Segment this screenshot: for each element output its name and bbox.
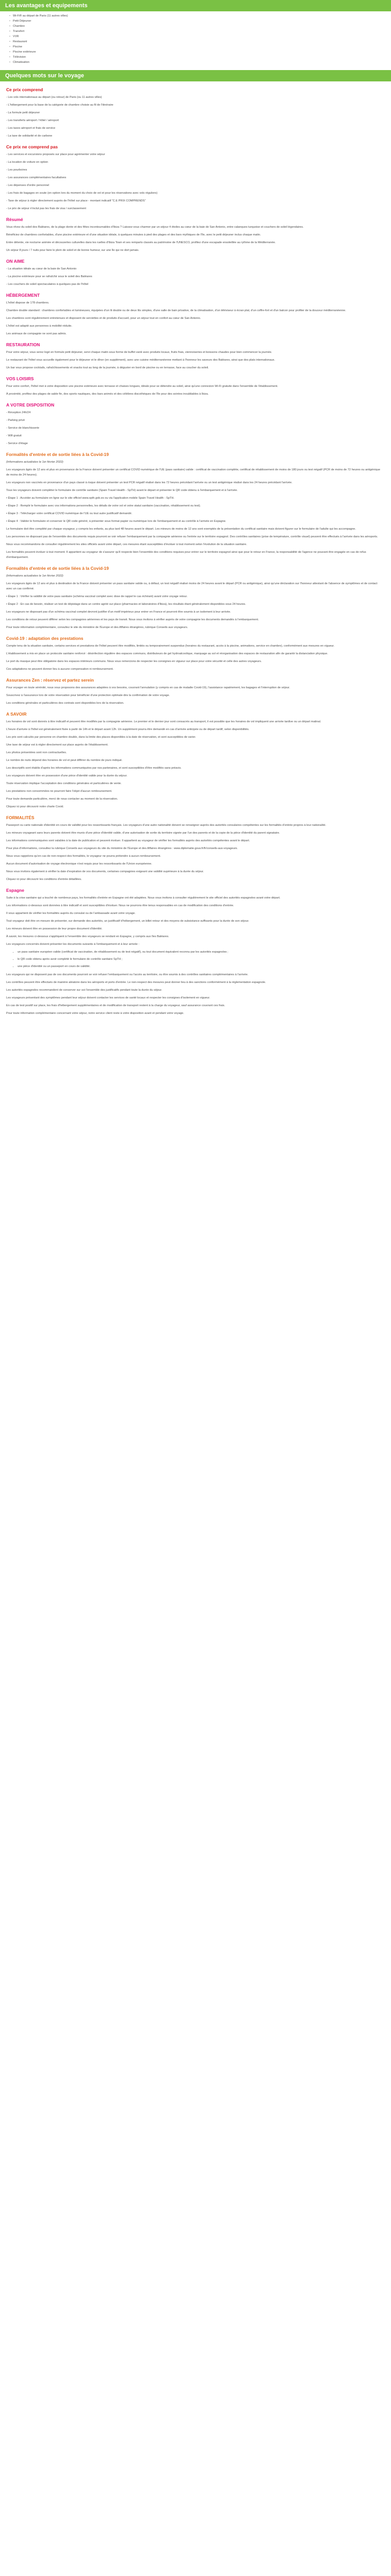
covid-entry-date: (Informations actualisées le 1er février 2022) [6,461,63,464]
service-item: - Service d'étage [6,442,28,445]
closing-paragraph: Les contrôles peuvent être effectués de manière aléatoire dans les aéroports et ports d'entrée. Le non-respect des mesures peut donner lieu à des sanctions conformément à la réglementation espagnole. [6,981,266,984]
spain-heading: Espagne [6,888,24,893]
good-to-know-paragraph: Les horaires de vol sont donnés à titre indicatif et peuvent être modifiés par la compagnie aérienne. Le premier et le dernier jour sont consacrés au transport, il est possible que les horaires de vol impliquent une arrivée tardive ou un départ matinal. [6,720,321,723]
amenities-list [9,13,384,65]
good-to-know-paragraph: Les descriptifs sont établis d'après les informations communiquées par nos partenaires, et sont susceptibles d'être modifiés sans préavis. [6,767,182,770]
service-item: - Service de blanchisserie [6,427,40,430]
covid-exit-paragraph: Les voyageurs âgés de 12 ans et plus à destination de la France doivent présenter un pass sanitaire valide ou, à défaut, un test négatif réalisé moins de 24 heures avant le départ (PCR ou antigénique), ainsi qu'une déclaration sur l'honneur attestant de l'absence de symptômes et de contact avec un cas confirmé. [6,582,378,590]
accommodation-heading: HÉBERGEMENT [6,293,40,298]
covid-exit-paragraph: • Étape 2 : En cas de besoin, réaliser un test de dépistage dans un centre agréé sur place (pharmacies et laboratoires d'Ibiza), les résultats étant généralement disponibles sous 24 heures. [6,603,246,606]
section-banner-trip: Quelques mots sur le voyage [0,70,391,81]
trip-content [0,87,391,1023]
summary-paragraph: Entre détente, vie nocturne animée et découvertes culturelles dans les ruelles d'Ibiza Town et ses remparts classés au patrimoine de l'UNESCO, profitez d'une escapade ensoleillée au rythme de la Méditerranée. [6,241,276,244]
covid-exit-paragraph: Pour toute information complémentaire, consultez le site du ministère de l'Europe et des Affaires étrangères, rubrique Conseils aux voyageurs. [6,626,188,629]
covid-adaptation-paragraph: Ces adaptations ne peuvent donner lieu à aucune compensation ni remboursement. [6,668,114,671]
price-excludes-line: - La location de voiture en option [6,161,48,164]
amenity-item: • VVR [9,34,384,39]
leisure-heading: VOS LOISIRS [6,376,34,381]
spain-paragraph: Tout voyageur doit être en mesure de présenter, sur demande des autorités, un justificatif d'hébergement, un billet retour et des moyens de subsistance suffisants pour la durée de son séjour. [6,920,249,923]
good-to-know-heading: A SAVOIR [6,711,27,717]
covid-exit-paragraph: Les voyageurs ne disposant pas d'un schéma vaccinal complet devront justifier d'un motif impérieux pour entrer en France et pourront être soumis à un isolement à leur arrivée. [6,611,231,614]
accommodation-paragraph: L'hôtel est adapté aux personnes à mobilité réduite. [6,325,72,328]
summary-paragraph: Bénéficiez de chambres confortables, d'une piscine extérieure et d'une situation idéale, à quelques minutes à pied des plages et des bars mythiques de l'île, avec le petit déjeuner inclus chaque matin. [6,233,261,236]
spain-paragraph: Les voyageurs concernés doivent présenter les documents suivants à l'embarquement et à leur arrivée : [6,943,139,946]
dining-paragraph: Un bar vous propose cocktails, rafraîchissements et snacks tout au long de la journée, à déguster en bord de piscine ou en terrasse, face au coucher du soleil. [6,366,209,369]
spain-document-item: • le QR code obtenu après avoir complété le formulaire de contrôle sanitaire SpTH ; [18,957,384,962]
closing-paragraph: Les autorités espagnoles recommandent de conserver sur soi l'ensemble des justificatifs pendant toute la durée du séjour. [6,989,162,992]
amenity-item: • Transfert [9,29,384,34]
accommodation-paragraph: Chambre double standard : chambres confortables et lumineuses, équipées d'un lit double ou de deux lits simples, d'une salle de bain privative, de la climatisation, d'un téléviseur à écran plat, d'un coffre-fort et d'un balcon pour profiter de la douceur méditerranéenne. [6,309,346,312]
covid-adaptation-heading: Covid-19 : adaptation des prestations [6,636,84,641]
formalities-paragraph: Aucun document d'autorisation de voyage électronique n'est requis pour les ressortissants de l'Union européenne. [6,862,152,866]
we-like-line: - La piscine extérieure pour se rafraîchir sous le soleil des Baléares [6,275,92,278]
formalities-heading: FORMALITÉS [6,815,35,820]
amenity-item: • Télévision [9,55,384,60]
page [0,0,391,1023]
closing-paragraph: Les voyageurs qui ne disposent pas de ces documents pourront se voir refuser l'embarquement ou l'accès au territoire, ou être soumis à des contrôles sanitaires complémentaires à l'arrivée. [6,973,249,976]
covid-entry-paragraph: • Étape 2 : Remplir le formulaire avec vos informations personnelles, les détails de votre vol et votre statut sanitaire (vaccination, rétablissement ou test). [6,504,201,507]
leisure-paragraph: Pour votre confort, l'hôtel met à votre disposition une piscine extérieure avec terrasse et chaises longues, idéale pour se détendre au soleil, ainsi qu'une connexion Wi-Fi gratuite dans l'ensemble de l'établissement. [6,385,278,388]
formalities-paragraph: Passeport ou carte nationale d'identité en cours de validité pour les ressortissants français. Les voyageurs d'une autre nationalité doivent se renseigner auprès des autorités consulaires compétentes sur les formalités d'entrée propres à leur nationalité. [6,824,327,827]
covid-adaptation-paragraph: Le port du masque peut être obligatoire dans les espaces intérieurs communs. Nous vous remercions de respecter les consignes en vigueur sur place pour votre sécurité et celle des autres voyageurs. [6,660,262,663]
section-banner-advantages: Les avantages et equipements [0,0,391,11]
covid-exit-paragraph: • Étape 1 : Vérifier la validité de votre pass sanitaire (schéma vaccinal complet avec dose de rappel le cas échéant) avant votre voyage retour. [6,595,188,598]
covid-exit-paragraph: Les conditions de retour peuvent différer selon les compagnies aériennes et les pays de transit. Nous vous invitons à vérifier auprès de votre compagnie les documents demandés à l'embarquement. [6,618,259,621]
spain-document-item: • un pass sanitaire européen valide (certificat de vaccination, de rétablissement ou de test négatif), ou tout document équivalent reconnu par les autorités espagnoles ; [18,950,384,955]
price-excludes-line: - Les dépenses d'ordre personnel [6,184,50,187]
price-includes-heading: Ce prix comprend [6,87,43,92]
covid-entry-paragraph: Les personnes ne disposant pas de l'ensemble des documents requis pourront se voir refuser l'embarquement par la compagnie aérienne ou l'entrée sur le territoire espagnol. Des contrôles sanitaires (prise de température, contrôle visuel) peuvent être effectués à l'arrivée dans les aéroports. [6,535,378,538]
amenity-item: • Chambre [9,24,384,29]
amenity-item: • Wi-Fi® au départ de Paris (11 autres villes) [9,13,384,19]
covid-entry-paragraph: Nous vous recommandons de consulter régulièrement les sites officiels avant votre départ, ces mesures étant susceptibles d'évoluer à tout moment selon l'évolution de la situation sanitaire. [6,543,247,546]
amenity-item: • Piscine extérieure [9,49,384,55]
price-includes-line: - Les transferts aéroport / hôtel / aéroport [6,119,59,122]
price-includes-line: - La taxe de solidarité et de carbone [6,134,53,138]
price-excludes-line: - Les assurances complémentaires facultatives [6,176,67,179]
covid-adaptation-paragraph: L'établissement a mis en place un protocole sanitaire renforcé : désinfection régulière des espaces communs, distributeurs de gel hydroalcoolique, marquage au sol et réorganisation des espaces de restauration afin de garantir la distanciation physique. [6,652,328,655]
leisure-paragraph: À proximité, profitez des plages de sable fin, des sports nautiques, des bars animés et des célèbres discothèques de l'île pour des soirées inoubliables à Ibiza. [6,393,209,396]
formalities-paragraph: Les mineurs voyageant sans leurs parents doivent être munis d'une pièce d'identité valide, d'une autorisation de sortie du territoire signée par l'un des parents et de la copie de la pièce d'identité du parent signataire. [6,832,280,835]
spain-paragraph: Il vous appartient de vérifier les formalités auprès du consulat ou de l'ambassade avant votre voyage. [6,912,136,915]
covid-adaptation-paragraph: Compte tenu de la situation sanitaire, certains services et prestations de l'hôtel peuvent être modifiés, limités ou temporairement suspendus (horaires du restaurant, accès à la piscine, animations, service en chambre), conformément aux mesures en vigueur. [6,645,335,648]
price-includes-line: - La formule petit déjeuner [6,111,40,114]
we-like-line: - Les couchers de soleil spectaculaires à quelques pas de l'hôtel [6,283,89,286]
we-like-heading: ON AIME [6,259,25,264]
amenity-item: • Restaurant [9,39,384,44]
covid-entry-paragraph: Tous les voyageurs doivent compléter le formulaire de contrôle sanitaire (Spain Travel Health - SpTH) avant le départ et présenter le QR code obtenu à l'embarquement et à l'arrivée. [6,489,238,492]
good-to-know-paragraph: Les voyageurs doivent être en possession d'une pièce d'identité valide pour la durée du séjour. [6,774,127,777]
dining-paragraph: Le restaurant de l'hôtel vous accueille également pour le déjeuner et le dîner (en supplément), avec une cuisine méditerranéenne mettant à l'honneur les saveurs des Baléares, ainsi que des plats internationaux. [6,359,275,362]
covid-entry-heading: Formalités d'entrée et de sortie liées à la Covid-19 [6,452,109,457]
formalities-paragraph: Nous vous invitons également à vérifier la date d'expiration de vos documents, certaines compagnies exigeant une validité supérieure à la durée du séjour. [6,870,204,873]
formalities-paragraph: Nous vous rappelons qu'en cas de non-respect des formalités, le voyageur ne pourra prétendre à aucun remboursement. [6,855,161,858]
price-excludes-heading: Ce prix ne comprend pas [6,144,58,149]
dining-heading: RESTAURATION [6,342,40,347]
spain-paragraph: Les informations ci-dessous sont données à titre indicatif et sont susceptibles d'évoluer. Nous ne pourrons être tenus responsables en cas de modification des conditions d'entrée. [6,904,234,907]
insurance-paragraph: Souscrivez à l'assurance lors de votre réservation pour bénéficier d'une protection optimale dès la confirmation de votre voyage. [6,694,170,697]
summary-heading: Résumé [6,217,23,222]
amenity-item: • Climatisation [9,60,384,65]
entry-conditions-link[interactable]: Cliquez ici pour découvrir les conditions d'entrée détaillées. [6,878,82,881]
good-to-know-paragraph: Toute réservation implique l'acceptation des conditions générales et particulières de vente. [6,782,122,785]
closing-paragraph: Pour toute information complémentaire concernant votre séjour, notre service client reste à votre disposition avant et pendant votre voyage. [6,1012,184,1015]
accommodation-paragraph: L'hôtel dispose de 178 chambres. [6,301,50,304]
closing-paragraph: En cas de test positif sur place, les frais d'hébergement supplémentaires et de modification de transport restent à la charge du voyageur, sauf assurance couvrant ces frais. [6,1004,225,1007]
price-includes-line: - Les taxes aéroport et frais de service [6,127,56,130]
good-to-know-paragraph: Pour toute demande particulière, merci de nous contacter au moment de la réservation. [6,798,118,801]
spain-paragraph: Suite à la crise sanitaire qui a touché de nombreux pays, les formalités d'entrée en Espagne ont été adaptées. Nous vous invitons à consulter régulièrement le site officiel des autorités espagnoles avant votre départ. [6,896,281,900]
bottom-spacer [6,1019,384,1023]
covid-entry-paragraph: Les voyageurs âgés de 12 ans et plus en provenance de la France doivent présenter un certificat COVID numérique de l'UE (pass sanitaire) valide : certificat de vaccination complète, certificat de rétablissement de moins de 180 jours ou test négatif (PCR de moins de 72 heures ou antigénique de moins de 24 heures). [6,468,380,477]
covid-entry-paragraph: • Étape 1 : Accéder au formulaire en ligne sur le site officiel www.spth.gob.es ou via l'application mobile Spain Travel Health - SpTH. [6,497,174,500]
insurance-heading: Assurances Zen : réservez et partez serein [6,677,94,683]
good-to-know-paragraph: Les prestations non consommées ne pourront faire l'objet d'aucun remboursement. [6,790,112,793]
good-to-know-paragraph: Les prix sont calculés par personne en chambre double, dans la limite des places disponibles à la date de réservation, et sont susceptibles de varier. [6,736,196,739]
spain-document-item: • une pièce d'identité ou un passeport en cours de validité. [18,964,384,969]
insurance-paragraph: Pour voyager en toute sérénité, nous vous proposons des assurances adaptées à vos besoins, couvrant l'annulation (y compris en cas de maladie Covid-19), l'assistance rapatriement, les bagages et l'interruption de séjour. [6,686,290,689]
accommodation-paragraph: Les chambres sont régulièrement entretenues et disposent de serviettes et de produits d'accueil, pour un séjour tout en confort au cœur de San Antonio. [6,317,201,320]
price-includes-line: - Les vols internationaux au départ (ou retour) de Paris (ou 11 autres villes) [6,96,102,99]
covid-entry-paragraph: • Étape 3 : Télécharger votre certificat COVID numérique de l'UE ou tout autre justificatif demandé. [6,512,133,515]
accommodation-paragraph: Les animaux de compagnie ne sont pas admis. [6,332,67,335]
price-excludes-line: - Les services et excursions proposés sur place pour agrémenter votre séjour [6,153,105,156]
covid-entry-paragraph: Le formulaire doit être complété par chaque voyageur, y compris les enfants, au plus tard 48 heures avant le départ. Les mineurs de moins de 12 ans sont exemptés de la présentation du certificat sanitaire mais doivent figurer sur le formulaire de l'adulte qui les accompagne. [6,528,356,531]
spain-documents-list [18,950,384,969]
price-excludes-line: - Taxe de séjour à régler directement auprès de l'hôtel sur place - montant indicatif “C.E PRIX COMPRENDS” [6,199,146,202]
price-excludes-line: - Les frais de bagages en soute (en option lors du moment du choix de vol et pour les réservations avec vols réguliers) [6,192,158,195]
amenity-item: • Petit Déjeuner [9,19,384,24]
covid-entry-paragraph: Les voyageurs non vaccinés en provenance d'un pays classé à risque doivent présenter un test PCR négatif réalisé dans les 72 heures précédant l'arrivée ou un test antigénique réalisé dans les 24 heures précédant l'arrivée. [6,481,292,484]
service-item: - Réception 24h/24 [6,411,31,414]
price-excludes-line: - Le prix de séjour n'inclut pas les frais de visa / surclassement [6,207,86,210]
price-excludes-line: - Les pourboires [6,168,27,172]
spain-paragraph: Les mineurs doivent être en possession de leur propre document d'identité. [6,927,103,930]
advantages-content [0,13,391,65]
covid-exit-date: (Informations actualisées le 1er février 2022) [6,574,63,578]
insurance-paragraph: Les conditions générales et particulières des contrats sont disponibles lors de la réservation. [6,702,124,705]
covid-exit-heading: Formalités d'entrée et de sortie liées à la Covid-19 [6,566,109,571]
formalities-paragraph: Pour plus d'informations, consultez la rubrique Conseils aux voyageurs du site du ministère de l'Europe et des Affaires étrangères : www.diplomatie.gouv.fr/fr/conseils-aux-voyageurs. [6,847,238,850]
good-to-know-paragraph: Les photos présentées sont non contractuelles. [6,751,67,754]
service-item: - Parking privé [6,419,25,422]
services-heading: A VOTRE DISPOSITION [6,402,55,408]
good-to-know-paragraph: Le nombre de nuits dépend des horaires de vol et peut différer du nombre de jours indiqué. [6,759,123,762]
amenity-item: • Piscine [9,44,384,49]
covid-entry-paragraph: • Étape 4 : Valider le formulaire et conserver le QR code généré, à présenter sous format papier ou numérique lors de l'embarquement et au contrôle à l'arrivée en Espagne. [6,520,226,523]
service-item: - Wifi gratuit [6,434,22,437]
summary-paragraph: Un séjour 8 jours / 7 nuits pour faire le plein de soleil et de bonne humeur, sur une île qui ne dort jamais. [6,249,139,252]
spain-paragraph: À savoir, les mesures ci-dessous s'appliquent à l'ensemble des voyageurs se rendant en Espagne, y compris aux îles Baléares. [6,935,169,938]
price-includes-line: - L'hébergement pour la base de la catégorie de chambre choisie au fil de l'itinéraire [6,104,113,107]
closing-paragraph: Les voyageurs présentant des symptômes pendant leur séjour doivent contacter les services de santé locaux et respecter les consignes d'isolement en vigueur. [6,996,210,999]
good-to-know-paragraph: Une taxe de séjour est à régler directement sur place auprès de l'établissement. [6,743,108,747]
dining-paragraph: Pour votre séjour, vous serez logé en formule petit déjeuner, servi chaque matin sous forme de buffet varié avec produits locaux, fruits frais, viennoiseries et boissons chaudes pour bien commencer la journée. [6,351,272,354]
formalities-paragraph: Les informations communiquées sont valables à la date de publication et peuvent évoluer. Il appartient au voyageur de vérifier les formalités auprès des autorités compétentes avant le départ. [6,839,250,842]
covid-entry-paragraph: Les formalités peuvent évoluer à tout moment. Il appartient au voyageur de s'assurer qu'il respecte bien l'ensemble des conditions requises pour entrer sur le territoire espagnol ainsi que pour le retour en France, la responsabilité de l'agence ne pouvant être engagée en cas de refus d'embarquement. [6,551,366,559]
we-like-line: - La situation idéale au cœur de la baie de San Antonio [6,267,77,270]
summary-paragraph: Vous rêvez du soleil des Baléares, de la plage dorée et des fêtes incontournables d'Ibiza ? Laissez-vous charmer par un séjour 4 étoiles au cœur de la baie de San Antonio, entre calanques turquoise et couchers de soleil légendaires. [6,226,304,229]
good-to-know-paragraph: L'heure d'arrivée à l'hôtel est généralement fixée à partir de 14h et le départ avant 12h. Un supplément pourra être demandé en cas d'arrivée anticipée ou de départ tardif, selon disponibilités. [6,728,250,731]
covid-charter-link[interactable]: Cliquez ici pour découvrir notre charte Covid. [6,805,64,808]
